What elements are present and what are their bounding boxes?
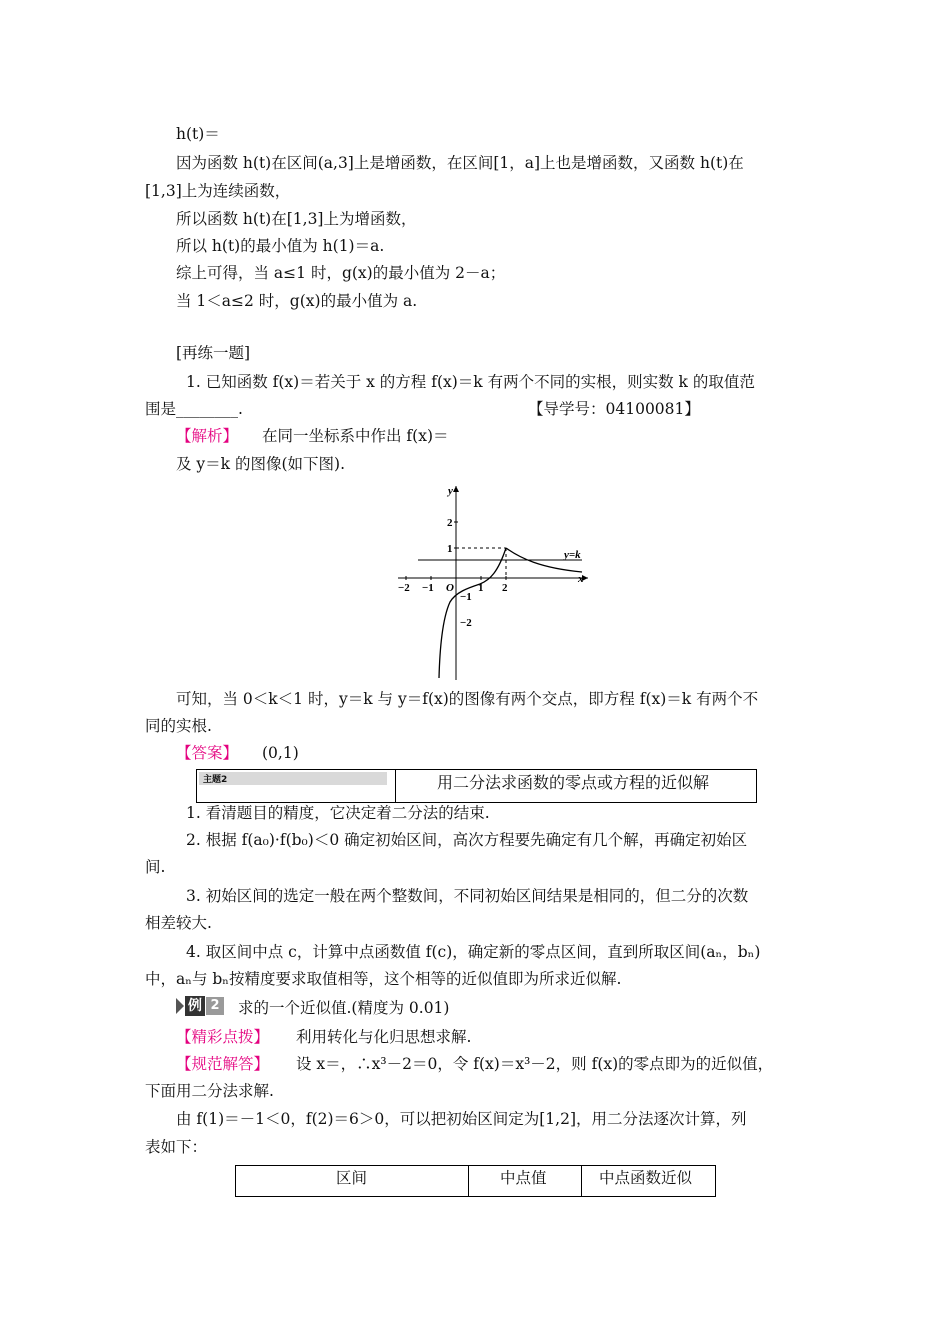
text-line: 在同一坐标系中作出 f(x)＝ xyxy=(262,427,449,445)
answer-value: (0,1) xyxy=(262,744,299,762)
bisection-table xyxy=(235,1165,716,1197)
table-header-midpoint: 中点值 xyxy=(500,1169,547,1187)
guide-number: 【导学号：04100081】 xyxy=(528,400,700,418)
table-header-interval: 区间 xyxy=(336,1169,368,1187)
y-axis-label: y xyxy=(448,485,453,497)
table-divider xyxy=(468,1166,469,1196)
example-number: 2 xyxy=(206,997,224,1015)
text-line: 因为函数 h(t)在区间(a,3]上是增函数，在区间[1，a]上也是增函数，又函数 h(t)在 xyxy=(176,154,744,172)
x-tick-label: 2 xyxy=(502,582,508,594)
hint-label: 【精彩点拨】 xyxy=(176,1028,270,1046)
answer-label: 【答案】 xyxy=(176,744,239,762)
topic-title: 用二分法求函数的零点或方程的近似解 xyxy=(437,773,710,792)
y-tick-label: −2 xyxy=(460,617,472,629)
text-line: 综上可得，当 a≤1 时，g(x)的最小值为 2－a； xyxy=(176,264,506,282)
y-tick-label: 1 xyxy=(447,543,453,555)
function-graph xyxy=(390,480,600,685)
text-line: 1. 看清题目的精度，它决定着二分法的结束. xyxy=(186,804,490,822)
x-tick-label: 1 xyxy=(478,582,484,594)
text-line: 表如下： xyxy=(145,1138,208,1156)
example-text: 求的一个近似值.(精度为 0.01) xyxy=(238,999,450,1017)
section-label: [再练一题] xyxy=(176,344,251,362)
x-axis-label: x xyxy=(578,573,584,585)
solution-label: 【规范解答】 xyxy=(176,1055,270,1073)
text-line: 间. xyxy=(145,858,166,876)
text-line: [1,3]上为连续函数， xyxy=(145,182,291,200)
text-line: h(t)＝ xyxy=(176,125,220,143)
example-badge xyxy=(176,996,228,1016)
topic-box xyxy=(196,769,757,803)
text-line: 下面用二分法求解. xyxy=(145,1082,274,1100)
example-tag: 例 xyxy=(185,996,205,1016)
solution-text: 设 x＝，∴x³－2＝0，令 f(x)＝x³－2，则 f(x)的零点即为的近似值， xyxy=(296,1055,774,1073)
text-line: 所以 h(t)的最小值为 h(1)＝a. xyxy=(176,237,385,255)
origin-label: O xyxy=(446,582,454,594)
hint-text: 利用转化与化归思想求解. xyxy=(296,1028,472,1046)
topic-divider xyxy=(395,770,396,802)
text-line: 同的实根. xyxy=(145,717,212,735)
table-header-midvalue: 中点函数近似 xyxy=(599,1169,693,1187)
text-line: 由 f(1)＝－1＜0，f(2)＝6＞0，可以把初始区间定为[1,2]，用二分法逐次计算，列 xyxy=(176,1110,747,1128)
text-line: 相差较大. xyxy=(145,914,212,932)
text-line: 可知，当 0＜k＜1 时，y＝k 与 y＝f(x)的图像有两个交点，即方程 f(x)＝k 有两个不 xyxy=(176,690,759,708)
table-divider xyxy=(581,1166,582,1196)
analysis-label: 【解析】 xyxy=(176,427,239,445)
text-line: 围是________. xyxy=(145,400,243,418)
x-tick-label: −1 xyxy=(422,582,434,594)
text-line: 2. 根据 f(a₀)·f(b₀)＜0 确定初始区间，高次方程要先确定有几个解，再确定初始区 xyxy=(186,831,748,849)
text-line: 所以函数 h(t)在[1,3]上为增函数， xyxy=(176,210,417,228)
text-line: 及 y＝k 的图像(如下图). xyxy=(176,455,346,473)
line-label: y=k xyxy=(564,549,581,561)
y-tick-label: −1 xyxy=(460,591,472,603)
text-line: 中，aₙ与 bₙ按精度要求取值相等，这个相等的近似值即为所求近似解. xyxy=(145,970,622,988)
topic-tag: 主题2 xyxy=(203,775,228,785)
text-line: 1. 已知函数 f(x)＝若关于 x 的方程 f(x)＝k 有两个不同的实根，则实数 k 的取值范 xyxy=(186,373,755,391)
y-tick-label: 2 xyxy=(447,517,453,529)
x-tick-label: −2 xyxy=(398,582,410,594)
topic-banner xyxy=(199,772,387,785)
text-line: 当 1＜a≤2 时，g(x)的最小值为 a. xyxy=(176,292,418,310)
text-line: 4. 取区间中点 c，计算中点函数值 f(c)，确定新的零点区间，直到所取区间(aₙ，bₙ) xyxy=(186,943,761,961)
arrow-icon xyxy=(176,998,184,1014)
text-line: 3. 初始区间的选定一般在两个整数间，不同初始区间结果是相同的，但二分的次数 xyxy=(186,887,749,905)
